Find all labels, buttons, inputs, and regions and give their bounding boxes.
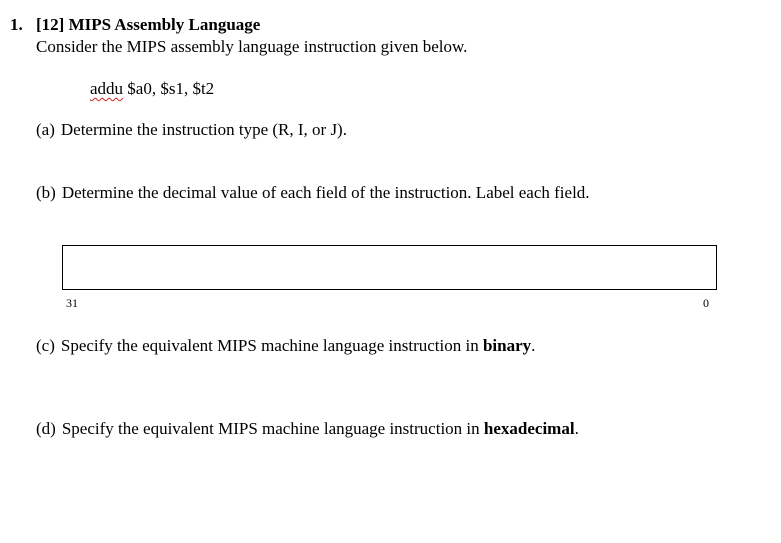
question-title: [12] MIPS Assembly Language: [36, 15, 261, 34]
instruction-field-box[interactable]: [62, 245, 717, 290]
assembly-instruction: [90, 79, 214, 99]
part-c-label: (c): [36, 336, 55, 355]
part-c-text: Specify the equivalent MIPS machine language instruction in: [60, 336, 483, 355]
instruction-opcode: addu: [90, 79, 124, 98]
part-c-emphasis: binary: [482, 336, 532, 355]
part-b: [36, 183, 590, 203]
part-d-text: Specify the equivalent MIPS machine language instruction in: [61, 419, 484, 438]
question-intro: Consider the MIPS assembly language instruction given below.: [36, 37, 468, 56]
part-c: [36, 336, 535, 356]
part-d-period: .: [574, 419, 579, 438]
part-a-text: Determine the instruction type (R, I, or J).: [60, 120, 347, 139]
bit-31-label: 31: [66, 296, 78, 310]
part-d-emphasis: hexadecimal: [483, 419, 575, 438]
part-d-label: (d): [36, 419, 56, 438]
part-c-period: .: [531, 336, 536, 355]
part-a: [36, 120, 347, 140]
instruction-operands: $a0, $s1, $t2: [123, 79, 215, 98]
question-number: 1.: [10, 15, 23, 34]
bit-0-label: 0: [703, 296, 709, 310]
part-b-text: Determine the decimal value of each field of the instruction. Label each field.: [61, 183, 590, 202]
part-d: [36, 419, 579, 439]
part-b-label: (b): [36, 183, 56, 202]
part-a-label: (a): [36, 120, 55, 139]
